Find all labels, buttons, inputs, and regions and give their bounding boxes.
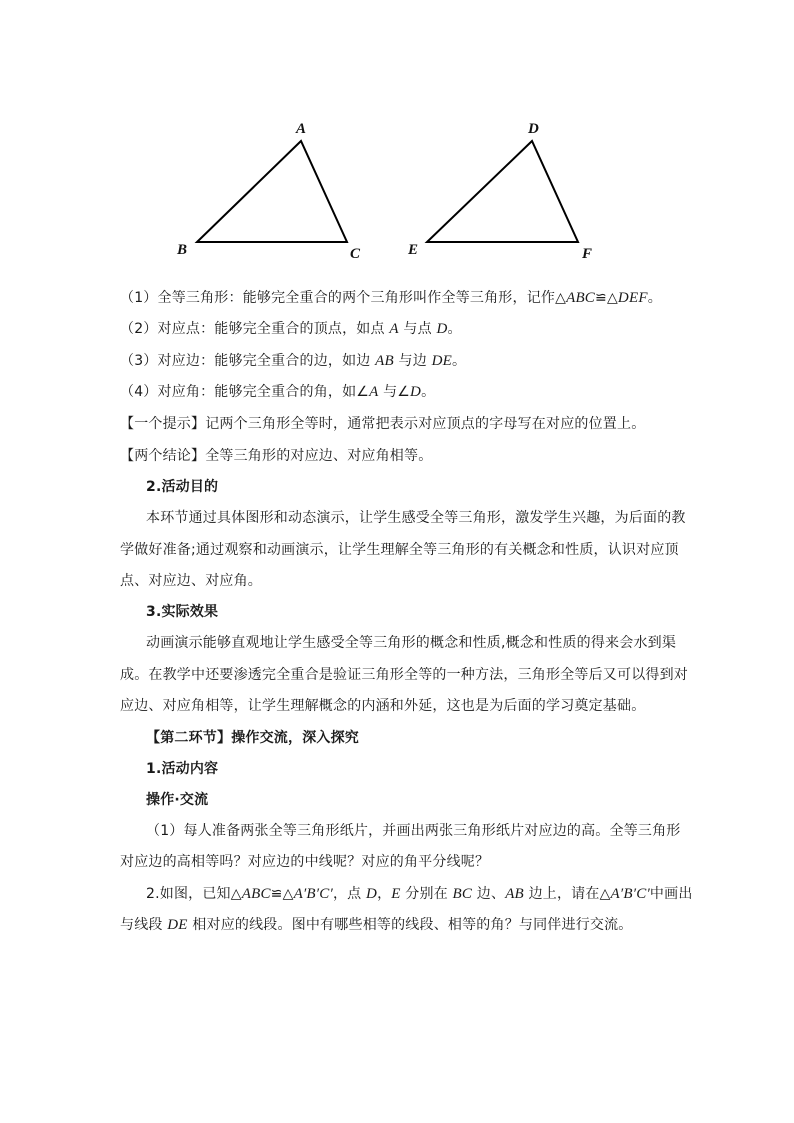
vertex-label-e: E <box>408 242 419 258</box>
vertex-label-a: A <box>296 121 307 137</box>
stage2-subheading-1: 1.活动内容 <box>146 761 219 777</box>
conclusion-paragraph: 【两个结论】全等三角形的对应边、对应角相等。 <box>120 448 433 464</box>
section2-heading: 2.活动目的 <box>146 479 219 495</box>
stage2-heading: 【第二环节】操作交流，深入探究 <box>146 730 359 746</box>
definition-item-2: （2）对应点：能够完全重合的顶点，如点 A 与点 D。 <box>120 321 462 337</box>
section2-line-1: 本环节通过具体图形和动态演示，让学生感受全等三角形，激发学生兴趣，为后面的教 <box>146 510 686 526</box>
definition-item-3: （3）对应边：能够完全重合的边，如边 AB 与边 DE。 <box>120 353 467 369</box>
definition-item-4: （4）对应角：能够完全重合的角，如∠A 与∠D。 <box>120 384 436 400</box>
section3-line-1: 动画演示能够直观地让学生感受全等三角形的概念和性质,概念和性质的得来会水到渠 <box>146 635 677 651</box>
question1-line-2: 对应边的高相等吗？对应边的中线呢？对应的角平分线呢？ <box>120 854 490 870</box>
vertex-label-d: D <box>528 121 539 137</box>
vertex-label-b: B <box>177 242 188 258</box>
question2-line-2: 与线段 DE 相对应的线段。图中有哪些相等的线段、相等的角？与同伴进行交流。 <box>120 917 633 933</box>
section3-line-2: 成。在教学中还要渗透完全重合是验证三角形全等的一种方法，三角形全等后又可以得到对 <box>120 667 688 683</box>
stage2-subheading-2: 操作·交流 <box>146 792 209 808</box>
vertex-label-c: C <box>350 246 361 262</box>
triangle-abc <box>197 141 347 242</box>
section3-heading: 3.实际效果 <box>146 604 219 620</box>
question2-line-1: 2.如图，已知△ABC≌△A′B′C′，点 D，E 分别在 BC 边、AB 边上，请在△A′B′C′中画出 <box>146 886 693 902</box>
vertex-label-f: F <box>582 246 593 262</box>
congruent-triangles-figure <box>0 0 794 275</box>
question1-line-1: （1）每人准备两张全等三角形纸片，并画出两张三角形纸片对应边的高。全等三角形 <box>146 823 681 839</box>
section2-line-2: 学做好准备;通过观察和动画演示，让学生理解全等三角形的有关概念和性质，认识对应顶 <box>120 542 679 558</box>
definition-item-1: （1）全等三角形：能够完全重合的两个三角形叫作全等三角形，记作△ABC≌△DEF。 <box>120 290 662 306</box>
section2-line-3: 点、对应边、对应角。 <box>120 573 262 589</box>
section3-line-3: 应边、对应角相等，让学生理解概念的内涵和外延，这也是为后面的学习奠定基础。 <box>120 698 646 714</box>
triangle-def <box>427 141 578 242</box>
tip-paragraph: 【一个提示】记两个三角形全等时，通常把表示对应顶点的字母写在对应的位置上。 <box>120 416 646 432</box>
